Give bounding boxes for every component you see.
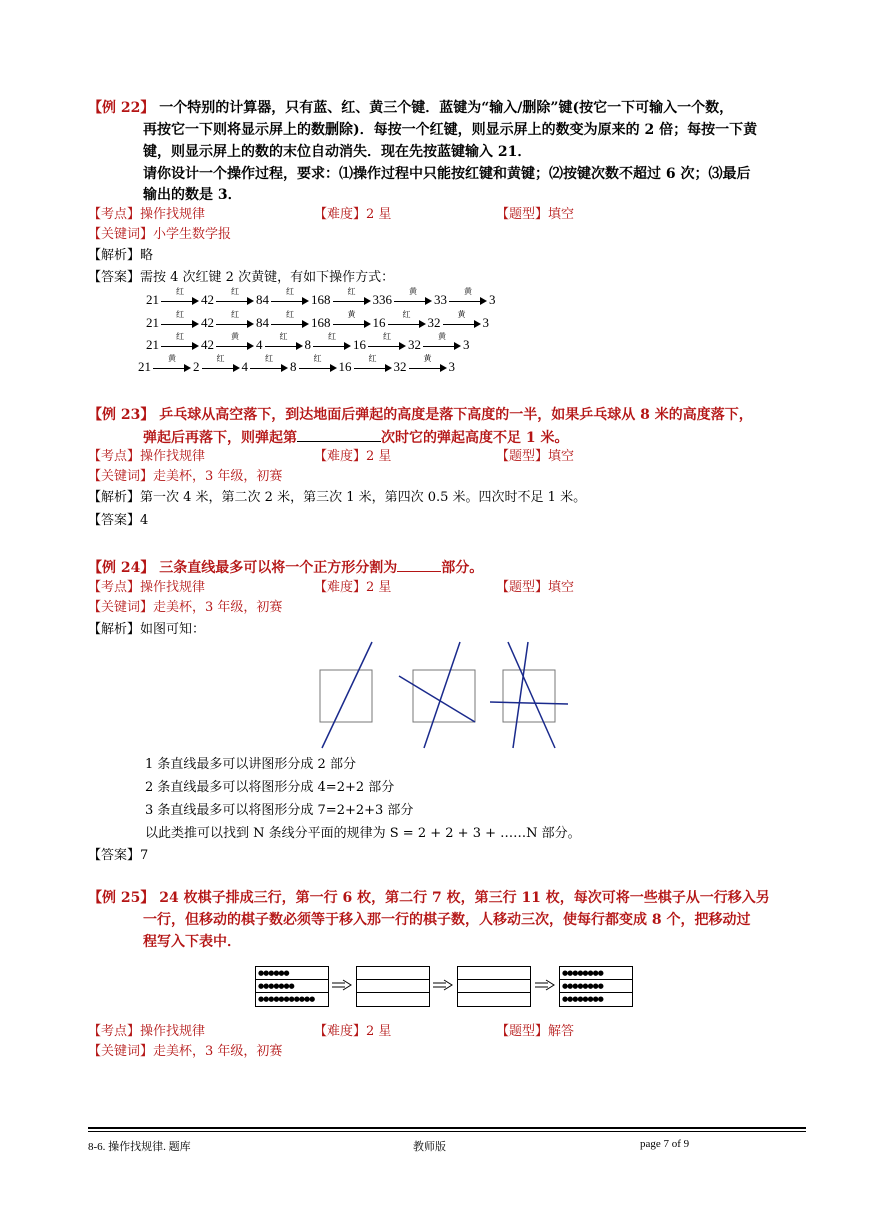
ex24-l4: 以此类推可以找到 N 条线分平面的规律为 S = 2 + 2 + 3 + ……N 部分。 (145, 826, 581, 841)
operation-number: 84 (256, 315, 269, 330)
operation-number: 3 (489, 292, 496, 307)
square-three-lines (490, 642, 568, 748)
ex22-q5: 输出的数是 3． (143, 187, 242, 203)
table-row (458, 967, 530, 980)
footer-center: 教师版 (413, 1141, 446, 1153)
ex25-guanjianci: 【关键词】走美杯，3 年级，初赛 (88, 1044, 283, 1059)
arrow-icon (161, 310, 199, 330)
arrow-icon (333, 310, 371, 330)
key-label: 红 (231, 310, 239, 320)
arrow-icon (161, 332, 199, 352)
arrow-icon (250, 354, 288, 374)
arrow-icon (271, 310, 309, 330)
table-row: ●●●●●●●●●●● (258, 995, 315, 1003)
ex22-nandu: 【难度】2 星 (314, 207, 392, 222)
key-label: 红 (286, 287, 294, 297)
ex25-step2-table (457, 966, 531, 1007)
key-label: 红 (347, 287, 356, 297)
operation-number: 336 (372, 292, 392, 307)
operation-number: 8 (304, 337, 311, 352)
arrow-icon (153, 354, 191, 374)
operation-number: 32 (408, 337, 421, 352)
ex24-answer: 【答案】7 (88, 848, 149, 863)
table-row: ●●●●●●● (256, 980, 328, 993)
ex24-question: 【例 24】 三条直线最多可以将一个正方形分割为 部分。 (88, 557, 483, 579)
ex22-jiexi: 【解析】略 (88, 248, 154, 263)
key-label: 黄 (168, 354, 176, 364)
ex25-q2: 一行，但移动的棋子数必须等于移入那一行的棋子数，人移动三次，使每行都变成 8 个，把移动过 (143, 912, 751, 928)
ex22-q1: 一个特别的计算器，只有蓝、红、黄三个键．蓝键为“输入/删除”键(按它一下可输入一个数， (159, 100, 734, 116)
operation-number: 4 (241, 359, 248, 374)
operation-number: 3 (463, 337, 470, 352)
key-label: 红 (402, 310, 411, 320)
key-label: 黄 (347, 310, 356, 320)
table-row (458, 993, 530, 1005)
ex25-start-table (255, 966, 329, 1007)
table-row: ●●●●●●●● (560, 967, 632, 980)
operation-number: 32 (393, 359, 407, 374)
ex24-l1: 1 条直线最多可以讲图形分成 2 部分 (145, 757, 356, 772)
operation-number: 21 (146, 292, 159, 307)
operation-number: 8 (290, 359, 297, 374)
table-row (357, 980, 429, 993)
key-label: 黄 (409, 287, 417, 297)
arrow-icon (354, 354, 392, 374)
key-label: 红 (176, 332, 184, 342)
ex24-jiexi: 【解析】如图可知： (88, 622, 206, 637)
table-row: ●●●●●● (256, 967, 328, 980)
key-label: 黄 (423, 354, 432, 364)
arrow-icon (394, 287, 432, 307)
operation-number: 3 (448, 359, 455, 374)
operation-row (146, 310, 489, 331)
key-label: 红 (328, 332, 336, 342)
ex22-tixing: 【题型】填空 (496, 207, 575, 222)
operation-row (138, 354, 455, 375)
ex22-answer: 【答案】需按 4 次红键 2 次黄键，有如下操作方式： (88, 270, 395, 285)
ex23-tag: 【例 23】 (88, 407, 155, 423)
footer-divider-thin (88, 1131, 806, 1132)
arrow-icon (388, 310, 426, 330)
square-one-line (320, 642, 372, 748)
operation-number: 42 (201, 292, 214, 307)
table-row: ●●●●●●●● (560, 980, 632, 993)
ex24-tixing: 【题型】填空 (496, 580, 575, 595)
arrow-icon (313, 332, 351, 352)
ex23-q1: 乒乓球从高空落下，到达地面后弹起的高度是落下高度的一半，如果乒乓球从 8 米的高度落下， (159, 407, 753, 423)
arrow-icon (368, 332, 406, 352)
key-label: 红 (216, 354, 225, 364)
operation-number: 33 (434, 292, 447, 307)
ex25-q1: 24 枚棋子排成三行，第一行 6 枚，第二行 7 枚，第三行 11 枚，每次可将一些棋子从一行移入另 (159, 890, 770, 906)
ex23-kaodian: 【考点】操作找规律 (88, 449, 206, 464)
operation-number: 3 (482, 315, 489, 330)
ex24-l2: 2 条直线最多可以将图形分成 4=2+2 部分 (145, 780, 395, 795)
ex22-meta (88, 205, 205, 225)
operation-number: 21 (138, 359, 151, 374)
ex24-tag: 【例 24】 (88, 560, 155, 576)
ex24-lines-figure (312, 638, 574, 754)
key-label: 黄 (464, 287, 472, 297)
ex23-jiexi: 【解析】第一次 4 米，第二次 2 米，第三次 1 米，第四次 0.5 米。四次时不足 1 米。 (88, 490, 587, 505)
table-row (357, 993, 429, 1005)
operation-number: 42 (201, 315, 214, 330)
key-label: 红 (286, 310, 294, 320)
arrow-icon (333, 287, 371, 307)
operation-number: 84 (256, 292, 269, 307)
arrow-icon (216, 287, 254, 307)
arrow-icon (299, 354, 337, 374)
table-row (357, 967, 429, 980)
ex25-step1-table (356, 966, 430, 1007)
ex22-question (88, 97, 733, 119)
operation-row (146, 332, 470, 353)
arrow-icon (216, 332, 254, 352)
double-arrow-icon (534, 978, 556, 992)
double-arrow-icon (331, 978, 353, 992)
ex23-q2: 弹起后再落下，则弹起第 次时它的弹起高度不足 1 米。 (143, 427, 569, 449)
operation-number: 32 (427, 315, 441, 330)
arrow-icon (409, 354, 447, 374)
ex25-nandu: 【难度】2 星 (314, 1024, 392, 1039)
arrow-icon (216, 310, 254, 330)
operation-number: 168 (311, 315, 331, 330)
ex23-nandu: 【难度】2 星 (314, 449, 392, 464)
key-label: 黄 (231, 332, 239, 342)
ex24-nandu: 【难度】2 星 (314, 580, 392, 595)
operation-row (146, 287, 496, 308)
footer-left: 8-6. 操作找规律. 题库 (88, 1141, 191, 1153)
key-label: 黄 (457, 310, 466, 320)
operation-number: 168 (311, 292, 331, 307)
ex23-question (88, 404, 753, 426)
key-label: 红 (368, 354, 377, 364)
square-two-lines (399, 642, 475, 748)
ex25-end-table (559, 966, 633, 1007)
operation-number: 21 (146, 337, 159, 352)
key-label: 红 (265, 354, 273, 364)
ex25-q3: 程写入下表中． (143, 934, 241, 950)
ex24-guanjianci: 【关键词】走美杯，3 年级，初赛 (88, 600, 283, 615)
ex25-question (88, 887, 770, 909)
arrow-icon (271, 287, 309, 307)
operation-number: 16 (338, 359, 352, 374)
key-label: 红 (176, 310, 184, 320)
arrow-icon (449, 287, 487, 307)
arrow-icon (423, 332, 461, 352)
ex22-q2: 再按它一下则将显示屏上的数删除)．每按一个红键，则显示屏上的数变为原来的 2 倍；每按一下黄 (143, 122, 758, 138)
ex25-kaodian: 【考点】操作找规律 (88, 1024, 206, 1039)
ex22-guanjianci: 【关键词】小学生数学报 (88, 227, 232, 242)
key-label: 红 (176, 287, 184, 297)
ex22-tag: 【例 22】 (88, 100, 155, 116)
ex25-tixing: 【题型】解答 (496, 1024, 575, 1039)
ex22-kaodian: 【考点】操作找规律 (88, 207, 206, 222)
operation-number: 16 (353, 337, 366, 352)
double-arrow-icon (432, 978, 454, 992)
table-row (458, 980, 530, 993)
key-label: 红 (279, 332, 288, 342)
ex24-answer-blank (397, 557, 441, 572)
ex23-answer-blank (297, 427, 381, 442)
operation-number: 16 (372, 315, 386, 330)
operation-number: 42 (201, 337, 214, 352)
ex23-guanjianci: 【关键词】走美杯，3 年级，初赛 (88, 469, 283, 484)
ex22-q4: 请你设计一个操作过程，要求：⑴操作过程中只能按红键和黄键；⑵按键次数不超过 6 次；⑶最后 (143, 166, 751, 182)
arrow-icon (202, 354, 240, 374)
operation-number: 2 (193, 359, 200, 374)
ex23-tixing: 【题型】填空 (496, 449, 575, 464)
arrow-icon (265, 332, 303, 352)
ex22-q3: 键，则显示屏上的数的末位自动消失．现在先按蓝键输入 21． (143, 144, 532, 160)
operation-number: 21 (146, 315, 159, 330)
arrow-icon (161, 287, 199, 307)
footer-page-number: page 7 of 9 (640, 1138, 690, 1150)
ex23-answer: 【答案】4 (88, 513, 149, 528)
key-label: 黄 (438, 332, 446, 342)
ex24-l3: 3 条直线最多可以将图形分成 7=2+2+3 部分 (145, 803, 414, 818)
arrow-icon (443, 310, 481, 330)
key-label: 红 (231, 287, 239, 297)
key-label: 红 (313, 354, 322, 364)
table-row: ●●●●●●●● (562, 995, 603, 1003)
key-label: 红 (383, 332, 391, 342)
operation-number: 4 (256, 337, 263, 352)
ex24-kaodian: 【考点】操作找规律 (88, 580, 206, 595)
footer-divider (88, 1127, 806, 1129)
ex25-tag: 【例 25】 (88, 890, 155, 906)
